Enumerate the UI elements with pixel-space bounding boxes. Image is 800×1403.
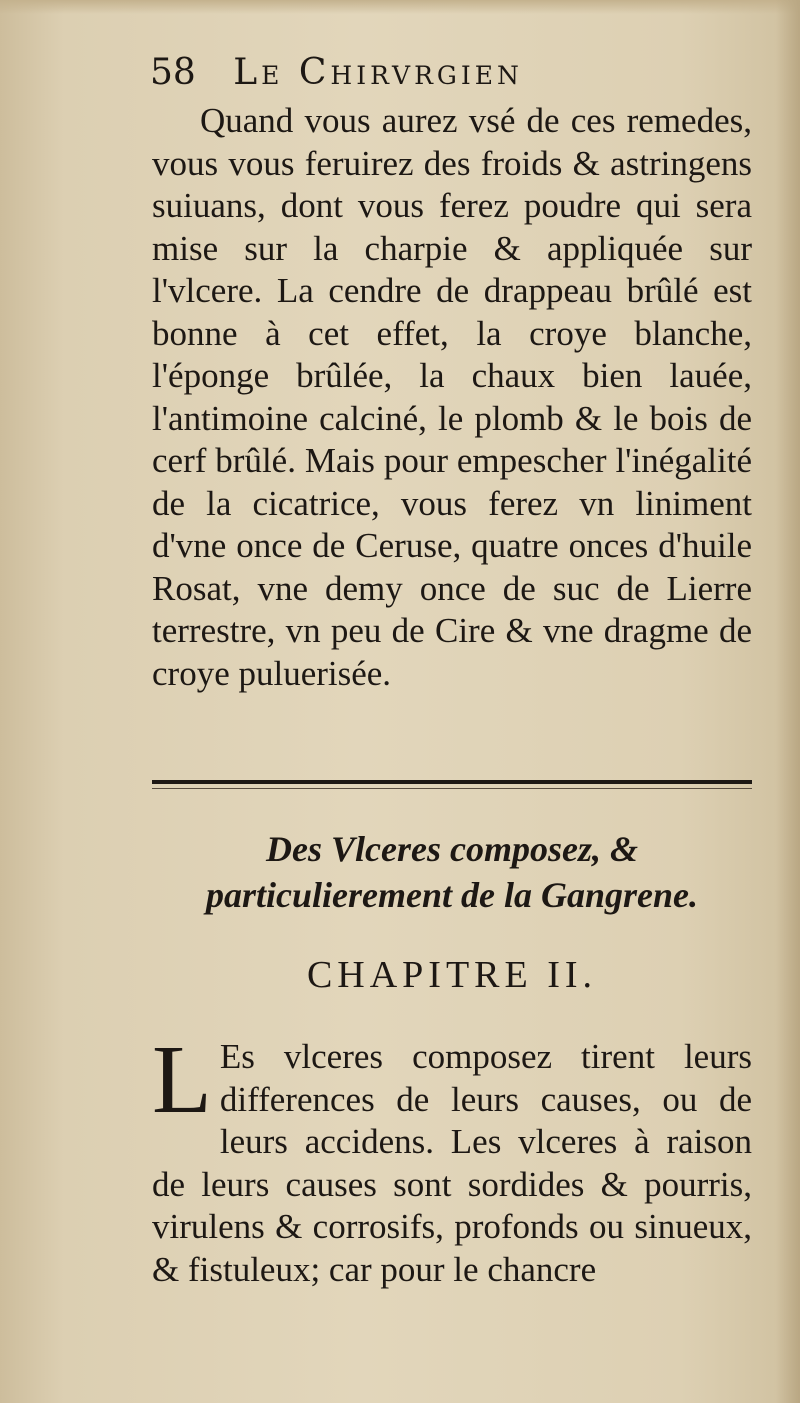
section-title: Des Vlceres composez, & particulierement de la Gangrene. [206, 829, 698, 915]
paragraph-remedies: Quand vous aurez vsé de ces remedes, vous vous feruirez des froids & astringens suiuans, dont vous ferez poudre qui sera mise sur la charpie & appliquée sur l'vlcere. La cendre de drappeau brûlé est bonne à cet effet, la croye blanche, l'éponge brûlée, la chaux bien lauée, l'antimoine calciné, le plomb & le bois de cerf brûlé. Mais pour empescher l'inégalité de la cicatrice, vous ferez vn liniment d'vne once de Ceruse, quatre onces d'huile Rosat, vne demy once de suc de Lierre terrestre, vn peu de Cire & vne dragme de croye puluerisée. [152, 101, 752, 693]
section-divider-thin-rule [152, 788, 752, 789]
paragraph-ulcers-text: Es vlceres composez tirent leurs differences de leurs causes, ou de leurs accidens. Les vlceres à raison de leurs causes sont sordides & pourris, virulens & corrosifs, profonds ou sinueux, & fistuleux; car pour le chancre [152, 1037, 752, 1289]
page-right-shadow [776, 0, 800, 1403]
chapter-heading: CHAPITRE II. [306, 954, 598, 996]
paragraph-ulcers [152, 1026, 752, 1291]
page-number: 58 [150, 52, 196, 93]
drop-cap: L [152, 1026, 212, 1134]
page-header [150, 48, 750, 98]
section-divider-rule [152, 780, 752, 784]
running-title: Le Chirvrgien [233, 52, 523, 93]
page-top-shadow [0, 0, 800, 14]
